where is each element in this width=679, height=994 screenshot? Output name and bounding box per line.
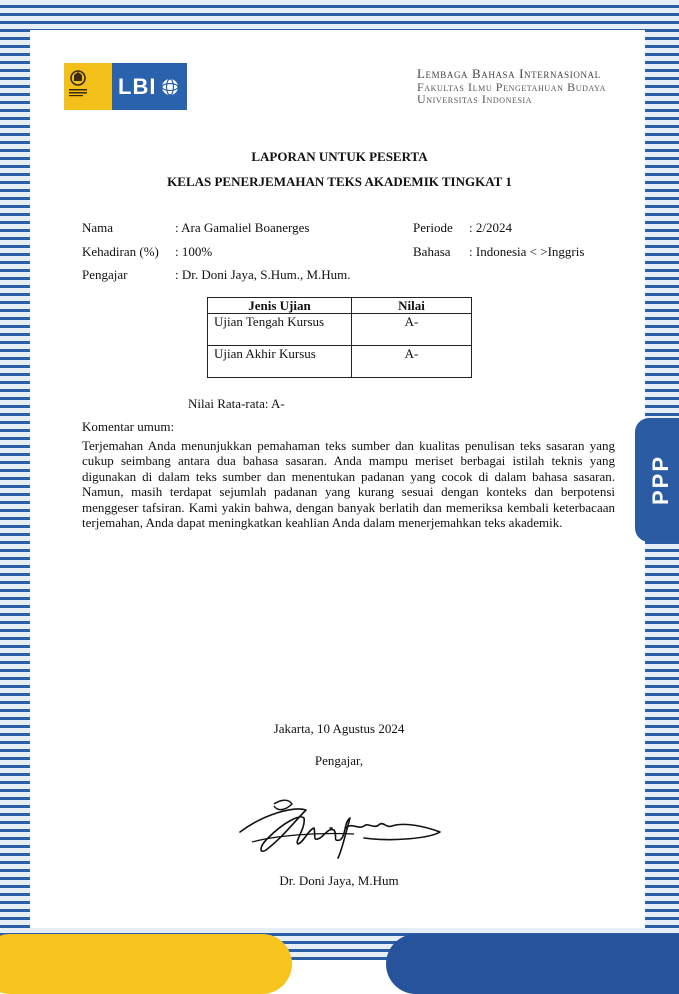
table-header-row xyxy=(208,298,472,314)
globe-icon xyxy=(160,77,180,97)
bahasa-label: Bahasa xyxy=(413,244,451,259)
institution-line-2: Fakultas Ilmu Pengetahuan Budaya xyxy=(417,79,607,94)
kehadiran-value: : 100% xyxy=(175,244,213,259)
comment-label: Komentar umum: xyxy=(82,419,175,434)
pengajar-label: Pengajar xyxy=(82,267,128,282)
nama-value: : Ara Gamaliel Boanerges xyxy=(175,220,310,235)
exam-grade: A- xyxy=(352,346,472,378)
kehadiran-label: Kehadiran (%) xyxy=(82,244,159,259)
average-grade: Nilai Rata-rata: A- xyxy=(188,396,285,411)
exam-name: Ujian Tengah Kursus xyxy=(208,314,352,346)
periode-value: : 2/2024 xyxy=(469,220,512,235)
header-nilai: Nilai xyxy=(352,298,472,314)
exam-grade: A- xyxy=(352,314,472,346)
pengajar-value: : Dr. Doni Jaya, S.Hum., M.Hum. xyxy=(175,267,351,282)
ppp-side-tab xyxy=(635,418,679,542)
report-subtitle: KELAS PENERJEMAHAN TEKS AKADEMIK TINGKAT 1 xyxy=(167,174,512,189)
institution-name xyxy=(417,68,627,106)
university-logo xyxy=(64,63,112,110)
handwritten-signature xyxy=(234,792,446,862)
footer-yellow-band xyxy=(0,934,292,994)
header-jenis-ujian: Jenis Ujian xyxy=(208,298,352,314)
ppp-tab-label: PPP xyxy=(648,454,673,506)
comment-text: Terjemahan Anda menunjukkan pemahaman teks sumber dan kualitas penulisan teks sasaran yang cukup seimbang antara dua bahasa sasaran. Anda mampu meriset berbagai istilah teknis yang digunakan di dalam teks sumber dan menentukan padanan yang cocok di dalam bahasa sasaran. Namun, masih terdapat sejumlah padanan yang kurang sesuai dengan konteks dan berpotensi menggeser tafsiran. Kami yakin bahwa, dengan banyak berlatih dan memeriksa kembali keterbacaan terjemahan, Anda dapat meningkatkan keahlian Anda dalam menerjemahkan teks akademik. xyxy=(82,438,615,531)
signer-name: Dr. Doni Jaya, M.Hum xyxy=(279,873,399,888)
institution-line-1: Lembaga Bahasa Internasional xyxy=(417,66,601,81)
lbi-logo-text: LBI xyxy=(118,73,157,99)
periode-label: Periode xyxy=(413,220,453,235)
table-row xyxy=(208,346,472,378)
report-title: LAPORAN UNTUK PESERTA xyxy=(251,149,428,164)
signer-role: Pengajar, xyxy=(314,753,364,768)
lbi-logo xyxy=(112,63,187,110)
table-row xyxy=(208,314,472,346)
nama-label: Nama xyxy=(82,220,114,235)
bahasa-value: : Indonesia < >Inggris xyxy=(469,244,585,259)
exam-name: Ujian Akhir Kursus xyxy=(208,346,352,378)
footer-blue-band xyxy=(386,934,679,994)
institution-line-3: Universitas Indonesia xyxy=(417,92,533,106)
place-date: Jakarta, 10 Agustus 2024 xyxy=(273,721,405,736)
grades-table xyxy=(207,297,472,378)
